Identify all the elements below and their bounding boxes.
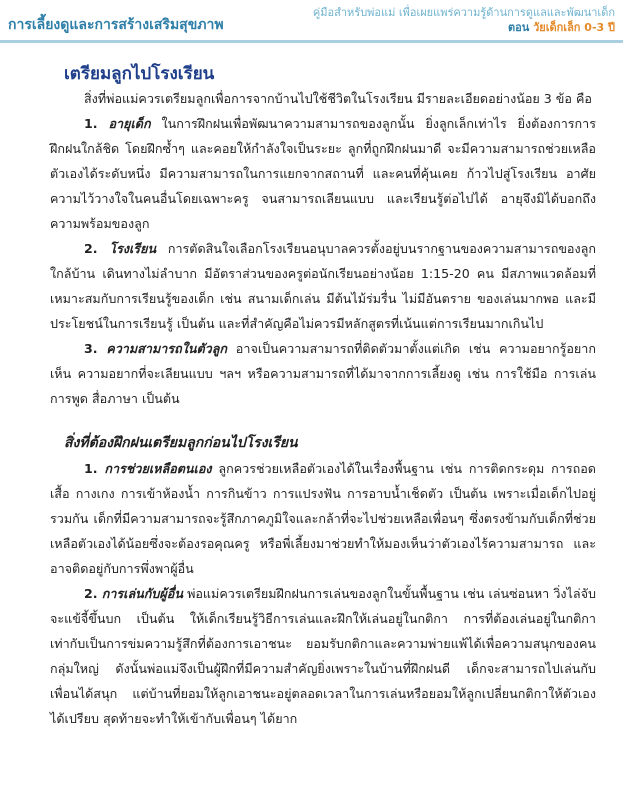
age-range: วัยเด็กเล็ก 0-3 ปี (533, 21, 615, 34)
item-term: อายุเด็ก (108, 116, 151, 131)
list-item (50, 236, 596, 336)
list-item (50, 456, 596, 581)
item-text: การตัดสินใจเลือกโรงเรียนอนุบาลควรตั้งอยู่บนรากฐานของความสามารถของลูก ใกล้บ้าน เดินทางไม่ลำบาก มีอัตราส่วนของครูต่อนักเรียนอย่างน้อย 1:15-20 คน มีสภาพแวดล้อมที่เหมาะสมกับการเรียนรู้ของเด็ก เช่น สนามเด็กเล่น มีต้นไม้ร่มรื่น ไม่มีอันตราย ของเล่นมากพอ และมีประโยชน์ในการเรียนรู้ เป็นต้น และที่สำคัญคือไม่ควรมีหลักสูตรที่เน้นแต่การเรียนมากเกินไป (50, 241, 596, 331)
section-heading: เตรียมลูกไปโรงเรียน (64, 64, 215, 84)
item-term: ความสามารถในตัวลูก (106, 341, 228, 356)
subsection-heading: สิ่งที่ต้องฝึกฝนเตรียมลูกก่อนไปโรงเรียน (64, 435, 298, 451)
list-item (50, 111, 596, 236)
book-subtitle (313, 20, 615, 35)
chapter-title: การเลี้ยงดูและการสร้างเสริมสุขภาพ (8, 17, 224, 33)
item-number: 1. (84, 461, 98, 476)
item-text: อาจเป็นความสามารถที่ติดตัวมาตั้งแต่เกิด เช่น ความอยากรู้อยากเห็น ความอยากที่จะเลียนแบบ ฯลฯ หรือความสามารถที่ได้มาจากการเลี้ยงดู เช่น การใช้มือ การเล่น การพูด สื่อภาษา เป็นต้น (50, 341, 596, 406)
item-number: 1. (84, 116, 98, 131)
subtitle-prefix: ตอน (508, 21, 534, 34)
list-item (50, 336, 596, 411)
item-number: 3. (84, 341, 98, 356)
book-title: คู่มือสำหรับพ่อแม่ เพื่อเผยแพร่ความรู้ด้านการดูแลและพัฒนาเด็ก (312, 6, 615, 19)
item-term: โรงเรียน (109, 241, 157, 256)
article-body (50, 62, 596, 731)
page-header (0, 0, 623, 40)
item-text: ในการฝึกฝนเพื่อพัฒนาความสามารถของลูกนั้น ยิ่งลูกเล็กเท่าไร ยิ่งต้องการการฝึกฝนใกล้ชิด โดยฝึกซ้ำๆ และคอยให้กำลังใจเป็นระยะ ลูกที่ถูกฝึกฝนมาดี จะมีความสามารถช่วยเหลือตัวเองได้ระดับหนึ่ง มีความสามารถในการแยกจากสถานที่ และคนที่คุ้นเคย ก้าวไปสู่โรงเรียน อาศัยความไว้วางใจในคนอื่นโดยเฉพาะครู จนสามารถเลียนแบบ และเรียนรู้ต่อไปได้ อายุจึงมิได้บอกถึงความพร้อมของลูก (50, 116, 596, 231)
list-item (50, 581, 596, 731)
header-divider (0, 40, 623, 43)
item-term: การช่วยเหลือตนเอง (104, 461, 212, 476)
item-term: การเล่นกับผู้อื่น (101, 586, 183, 601)
book-title-block (313, 5, 615, 35)
item-text: พ่อแม่ควรเตรียมฝึกฝนการเล่นของลูกในขั้นพื้นฐาน เช่น เล่นซ่อนหา วิ่งไล่จับ จะแข้จี้ขึ้นบก เป็นต้น ให้เด็กเรียนรู้วิธีการเล่นและฝึกให้เล่นอยู่ในกติกา การที่ต้องเล่นอยู่ในกติกาเท่ากับเป็นการข่มความรู้สึกที่ต้องการเอาชนะ ยอมรับกติกาและความพ่ายแพ้ได้เพื่อความสนุกของคนกลุ่มใหญ่ ดังนั้นพ่อแม่จึงเป็นผู้ฝึกที่มีความสำคัญยิ่งเพราะในบ้านที่ฝึกฝนดี เด็กจะสามารถไปเล่นกับเพื่อนได้สนุก แต่บ้านที่ยอมให้ลูกเอาชนะอยู่ตลอดเวลาในการเล่นหรือยอมให้ลูกเปลี่ยนกติกาให้ตัวเองได้เปรียบ สุดท้ายจะทำให้เข้ากับเพื่อนๆ ได้ยาก (50, 586, 596, 726)
intro-paragraph: สิ่งที่พ่อแม่ควรเตรียมลูกเพื่อการจากบ้านไปใช้ชีวิตในโรงเรียน มีรายละเอียดอย่างน้อย 3 ข้อ คือ (84, 91, 592, 106)
item-text: ลูกควรช่วยเหลือตัวเองได้ในเรื่องพื้นฐาน เช่น การติดกระดุม การถอดเสื้อ กางเกง การเข้าห้องน้ำ การกินข้าว การแปรงฟัน การอาบน้ำเช็ดตัว เป็นต้น เพราะเมื่อเด็กไปอยู่รวมกัน เด็กที่มีความสามารถจะรู้สึกภาคภูมิใจและกล้าที่จะไปช่วยเหลือเพื่อนๆ ซึ่งตรงข้ามกับเด็กที่ช่วยเหลือตัวเองได้น้อยซึ่งจะต้องรอคุณครู หรือพี่เลี้ยงมาช่วยทำให้มองเห็นว่าตัวเองไร้ความสามารถ และอาจติดอยู่กับการพึ่งพาผู้อื่น (50, 461, 596, 576)
item-number: 2. (84, 586, 98, 601)
item-number: 2. (84, 241, 98, 256)
